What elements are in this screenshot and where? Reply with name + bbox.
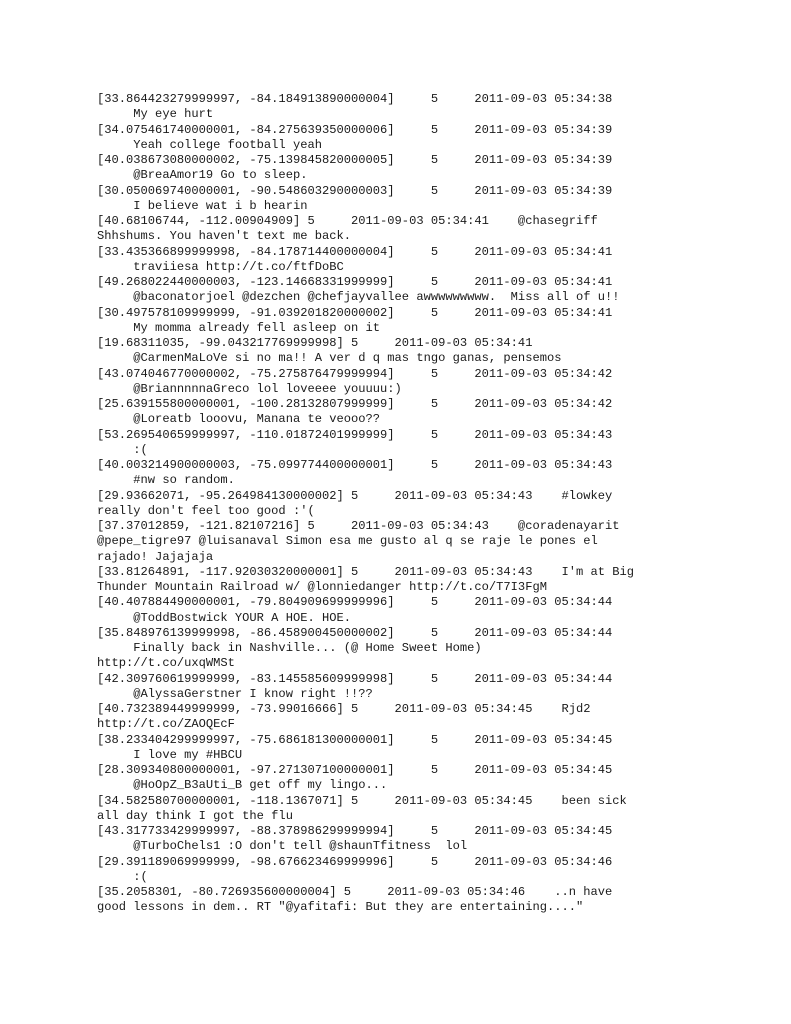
text-line: @AlyssaGerstner I know right !!?? [97, 686, 373, 701]
text-line: @HoOpZ_B3aUti_B get off my lingo... [97, 778, 388, 793]
text-line: [35.848976139999998, -86.458900450000002] 5 2011-09-03 05:34:44 [97, 625, 613, 640]
text-line: [25.639155800000001, -100.28132807999999] 5 2011-09-03 05:34:42 [97, 397, 613, 411]
text-line: @Loreatb looovu, Manana te veooo?? [97, 412, 381, 427]
text-line: traviiesa http://t.co/ftfDoBC [97, 259, 344, 274]
text-line: [33.435366899999998, -84.178714400000004] 5 2011-09-03 05:34:41 [97, 244, 613, 259]
text-line: [42.309760619999999, -83.145585609999998] 5 2011-09-03 05:34:44 [97, 671, 613, 686]
text-line: @BreaAmor19 Go to sleep. [97, 168, 308, 183]
text-line: Yeah college football yeah [97, 137, 322, 152]
text-line: [43.317733429999997, -88.378986299999994] 5 2011-09-03 05:34:45 [97, 824, 613, 838]
text-line: Shhshums. You haven't text me back. [97, 229, 352, 244]
text-line: @CarmenMaLoVe si no ma!! A ver d q mas tngo ganas, pensemos [97, 351, 562, 366]
text-line: [30.497578109999999, -91.039201820000002] 5 2011-09-03 05:34:41 [97, 305, 613, 320]
text-line: [38.233404299999997, -75.686181300000001] 5 2011-09-03 05:34:45 [97, 732, 613, 747]
text-line: My eye hurt [97, 107, 214, 122]
text-line: [33.81264891, -117.92030320000001] 5 2011-09-03 05:34:43 I'm at Big [97, 564, 635, 579]
text-line: @baconatorjoel @dezchen @chefjayvallee awwwwwwwww. Miss all of u!! [97, 290, 620, 305]
text-line: @pepe_tigre97 @luisanaval Simon esa me gusto al q se raje le pones el [97, 534, 598, 549]
text-line: [29.391189069999999, -98.676623469999996] 5 2011-09-03 05:34:46 [97, 854, 613, 869]
text-line: http://t.co/uxqWMSt [97, 656, 235, 671]
text-line: [28.309340800000001, -97.271307100000001] 5 2011-09-03 05:34:45 [97, 763, 613, 777]
text-line: My momma already fell asleep on it [97, 320, 381, 335]
text-line: rajado! Jajajaja [97, 549, 214, 564]
text-line: [53.269540659999997, -110.01872401999999] 5 2011-09-03 05:34:43 [97, 427, 613, 442]
text-line: [30.050069740000001, -90.548603290000003] 5 2011-09-03 05:34:39 [97, 183, 613, 198]
text-line: @ToddBostwick YOUR A HOE. HOE. [97, 610, 352, 625]
text-line: #nw so random. [97, 473, 235, 488]
text-line: all day think I got the flu [97, 808, 293, 823]
text-line: [34.075461740000001, -84.275639350000006] 5 2011-09-03 05:34:39 [97, 122, 613, 137]
text-line: [40.68106744, -112.00904909] 5 2011-09-03 05:34:41 @chasegriff [97, 214, 598, 228]
text-line: [40.003214900000003, -75.099774400000001] 5 2011-09-03 05:34:43 [97, 458, 613, 472]
text-line: :( [97, 442, 148, 457]
text-line: I believe wat i b hearin [97, 198, 308, 213]
text-line: [40.038673080000002, -75.139845820000005] 5 2011-09-03 05:34:39 [97, 153, 613, 167]
text-line: [43.074046770000002, -75.275876479999994] 5 2011-09-03 05:34:42 [97, 366, 613, 381]
text-line: :( [97, 869, 148, 884]
text-line: [34.582580700000001, -118.1367071] 5 2011-09-03 05:34:45 been sick [97, 793, 627, 808]
text-line: [19.68311035, -99.043217769999998] 5 2011-09-03 05:34:41 [97, 336, 533, 350]
text-line: good lessons in dem.. RT "@yafitafi: But they are entertaining...." [97, 900, 584, 915]
text-line: [40.732389449999999, -73.99016666] 5 2011-09-03 05:34:45 Rjd2 [97, 702, 591, 716]
text-line: @TurboChels1 :O don't tell @shaunTfitness lol [97, 839, 468, 854]
text-line: Thunder Mountain Railroad w/ @lonniedanger http://t.co/T7I3FgM [97, 580, 547, 594]
text-line: [37.37012859, -121.82107216] 5 2011-09-03 05:34:43 @coradenayarit [97, 519, 620, 533]
text-line: [29.93662071, -95.264984130000002] 5 2011-09-03 05:34:43 #lowkey [97, 488, 613, 503]
text-line: [40.407884490000001, -79.804909699999996] 5 2011-09-03 05:34:44 [97, 595, 613, 610]
text-line: [35.2058301, -80.726935600000004] 5 2011-09-03 05:34:46 ..n have [97, 885, 613, 899]
text-line: I love my #HBCU [97, 747, 243, 762]
text-line: [49.268022440000003, -123.14668331999999] 5 2011-09-03 05:34:41 [97, 275, 613, 289]
tweet-log-text [97, 92, 707, 916]
text-line: [33.864423279999997, -84.184913890000004] 5 2011-09-03 05:34:38 [97, 92, 613, 106]
text-line: @BriannnnnaGreco lol loveeee youuuu:) [97, 381, 402, 396]
text-line: Finally back in Nashville... (@ Home Sweet Home) [97, 641, 482, 655]
text-line: http://t.co/ZAOQEcF [97, 717, 235, 732]
text-line: really don't feel too good :'( [97, 503, 315, 518]
